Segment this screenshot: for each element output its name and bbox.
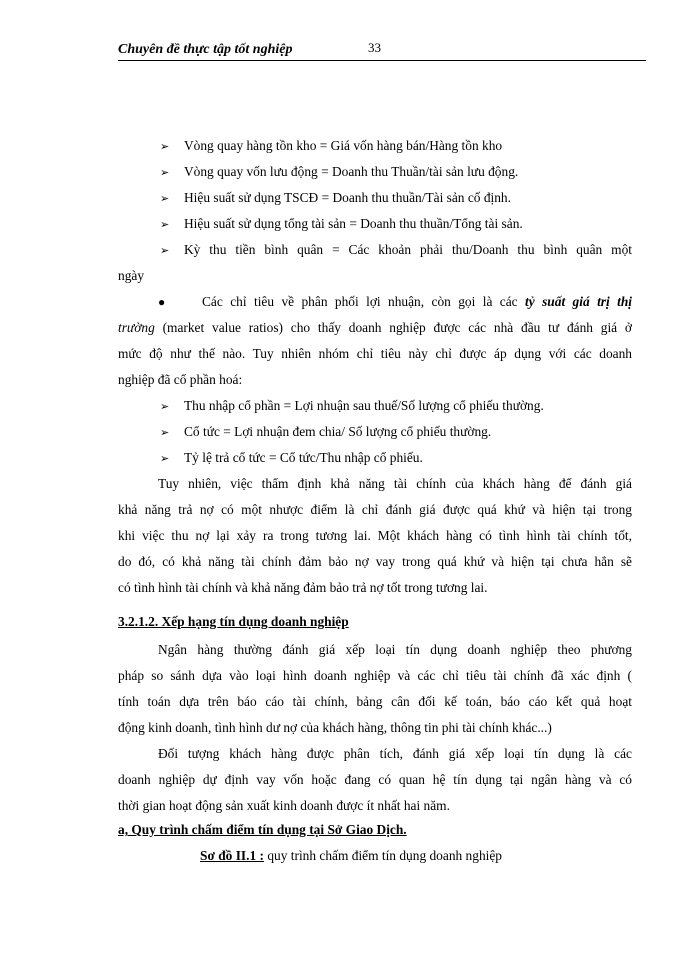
paragraph-line: thời gian hoạt động sản xuất kinh doanh được ít nhất hai năm. <box>118 798 450 813</box>
list-item-continuation: ngày <box>118 268 145 283</box>
page-header <box>118 42 646 61</box>
diagram-label: Sơ đồ II.1 : <box>200 848 264 863</box>
paragraph-line: Tuy nhiên, việc thẩm định khả năng tài chính của khách hàng để đánh giá <box>158 476 632 491</box>
arrow-bullet-icon: ➢ <box>160 452 170 465</box>
arrow-bullet-icon: ➢ <box>160 426 170 439</box>
paragraph-line: ● Các chỉ tiêu về phân phối lợi nhuận, còn gọi là các tỷ suất giá trị thị <box>158 294 633 309</box>
paragraph-line: có tình hình tài chính và khả năng đảm bảo trả nợ tốt trong tương lai. <box>118 580 488 595</box>
arrow-bullet-icon: ➢ <box>160 244 170 257</box>
arrow-bullet-icon: ➢ <box>160 218 170 231</box>
arrow-bullet-icon: ➢ <box>160 166 170 179</box>
paragraph-line: tính toán dựa trên báo cáo tài chính, bảng cân đối kế toán, báo cáo kết quả hoạt <box>118 694 632 709</box>
paragraph-line: Ngân hàng thường đánh giá xếp loại tín dụng doanh nghiệp theo phương <box>158 642 632 657</box>
list-item: ➢ Hiệu suất sử dụng tổng tài sản = Doanh thu thuần/Tổng tài sản. <box>160 216 523 231</box>
diagram-title: quy trình chấm điểm tín dụng doanh nghiệp <box>263 848 503 863</box>
paragraph-line: khi việc thu nợ lại xảy ra trong tương lai. Một khách hàng có tình hình tài chính tốt, <box>118 528 632 543</box>
subheading: a, Quy trình chấm điểm tín dụng tại Sở Giao Dịch. <box>118 822 407 837</box>
bullet-dot-icon: ● <box>158 295 166 309</box>
arrow-bullet-icon: ➢ <box>160 400 170 413</box>
paragraph-line: nghiệp đã cổ phần hoá: <box>118 372 243 387</box>
section-heading: 3.2.1.2. Xếp hạng tín dụng doanh nghiệp <box>118 614 349 629</box>
paragraph-line: mức độ như thế nào. Tuy nhiên nhóm chỉ tiêu này chỉ được áp dụng với các doanh <box>118 346 632 361</box>
paragraph-line: Đối tượng khách hàng được phân tích, đánh giá xếp loại tín dụng là các <box>158 746 632 761</box>
arrow-bullet-icon: ➢ <box>160 192 170 205</box>
header-title: Chuyên đề thực tập tốt nghiệp <box>118 42 293 57</box>
paragraph-line: doanh nghiệp dự định vay vốn hoặc đang có quan hệ tín dụng tại ngân hàng và có <box>118 772 632 787</box>
diagram-caption <box>200 848 502 864</box>
list-item: ➢ Hiệu suất sử dụng TSCĐ = Doanh thu thuần/Tài sản cố định. <box>160 190 511 205</box>
list-item: ➢ Thu nhập cổ phần = Lợi nhuận sau thuế/Số lượng cổ phiếu thường. <box>160 398 544 413</box>
arrow-bullet-icon: ➢ <box>160 140 170 153</box>
page-number: 33 <box>368 40 381 55</box>
list-item: ➢ Cổ tức = Lợi nhuận đem chia/ Số lượng cổ phiếu thường. <box>160 424 492 439</box>
paragraph-line: động kinh doanh, tình hình dư nợ của khách hàng, thông tin phi tài chính khác...) <box>118 720 552 735</box>
paragraph-line: pháp so sánh dựa vào loại hình doanh nghiệp và các chỉ tiêu tài chính đã xác định ( <box>118 668 632 683</box>
list-item: ➢ Kỳ thu tiền bình quân = Các khoản phải thu/Doanh thu bình quân một <box>160 242 632 257</box>
paragraph-line: trường (market value ratios) cho thấy doanh nghiệp được các nhà đầu tư đánh giá ở <box>118 320 632 335</box>
list-item: ➢ Vòng quay vốn lưu động = Doanh thu Thuần/tài sản lưu động. <box>160 164 519 179</box>
list-item: ➢ Vòng quay hàng tồn kho = Giá vốn hàng bán/Hàng tồn kho <box>160 138 503 153</box>
paragraph-line: khả năng trả nợ có một nhược điểm là chỉ đánh giá được quá khứ và hiện tại trong <box>118 502 632 517</box>
paragraph-line: do đó, có khả năng tài chính đảm bảo nợ vay trong quá khứ và hiện tại chưa hẳn sẽ <box>118 554 632 569</box>
list-item: ➢ Tỷ lệ trả cổ tức = Cổ tức/Thu nhập cổ phiếu. <box>160 450 423 465</box>
